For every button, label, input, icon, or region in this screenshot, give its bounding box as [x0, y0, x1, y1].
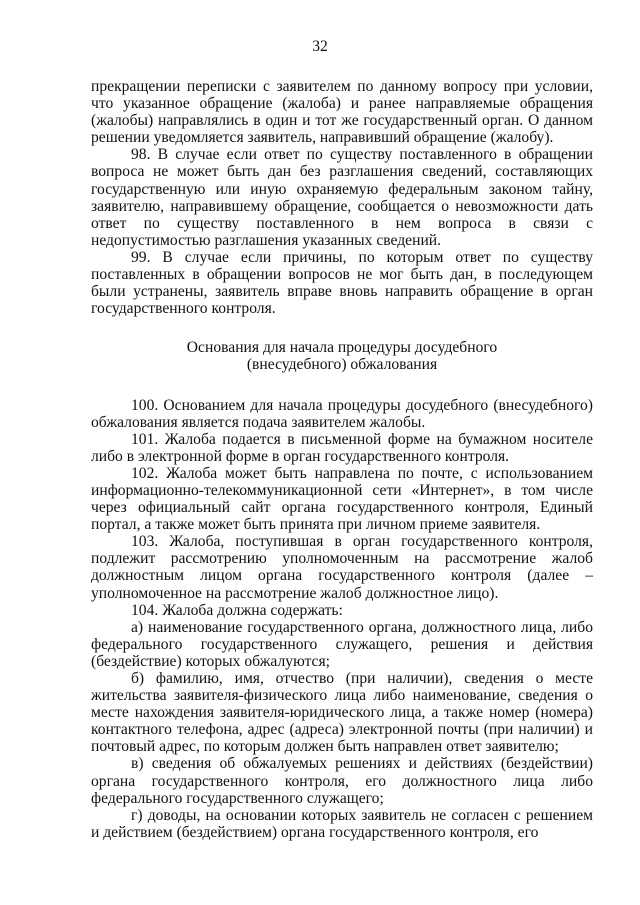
section-heading-line-1: Основания для начала процедуры досудебного	[186, 339, 498, 357]
paragraph-continuation: прекращении переписки с заявителем по данному вопросу при условии, что указанное обращение (жалоба) и ранее направляемые обращения (жалобы) направлялись в один и тот же государственный орган. О данном решении уведомляется заявитель, направивший обращение (жалобу).	[91, 78, 593, 147]
section-heading	[91, 339, 593, 373]
page-number: 32	[312, 38, 328, 55]
list-item-v: в) сведения об обжалуемых решениях и действиях (бездействии) органа государственного контроля, его должностного лица либо федерального государственного служащего;	[91, 755, 593, 807]
paragraph-101: 101. Жалоба подается в письменной форме на бумажном носителе либо в электронной форме в орган государственного контроля.	[91, 430, 593, 465]
list-item-a: а) наименование государственного органа, должностного лица, либо федерального государственного служащего, решения и действия (бездействие) которых обжалуются;	[91, 618, 593, 670]
paragraph-103: 103. Жалоба, поступившая в орган государственного контроля, подлежит рассмотрению уполномоченным на рассмотрение жалоб должностным лицом органа государственного контроля (далее – уполномоченное на рассмотрение жалоб должностное лицо).	[91, 533, 593, 602]
list-item-b: б) фамилию, имя, отчество (при наличии), сведения о месте жительства заявителя-физического лица либо наименование, сведения о месте нахождения заявителя-юридического лица, а также номер (номера) контактного телефона, адрес (адреса) электронной почты (при наличии) и почтовый адрес, по которым должен быть направлен ответ заявителю;	[91, 670, 593, 756]
paragraph-104: 104. Жалоба должна содержать:	[131, 601, 343, 619]
paragraph-102: 102. Жалоба может быть направлена по почте, с использованием информационно-телекоммуникационной сети «Интернет», в том числе через официальный сайт органа государственного контроля, Единый портал, а также может быть принята при личном приеме заявителя.	[91, 464, 593, 534]
document-body	[91, 78, 593, 841]
section-heading-line-2: (внесудебного) обжалования	[246, 356, 438, 374]
paragraph-100: 100. Основанием для начала процедуры досудебного (внесудебного) обжалования является подача заявителем жалобы.	[91, 396, 593, 431]
paragraph-99: 99. В случае если причины, по которым ответ по существу поставленных в обращении вопросов не мог быть дан, в последующем были устранены, заявитель вправе вновь направить обращение в орган государственного контроля.	[91, 248, 593, 318]
list-item-g: г) доводы, на основании которых заявитель не согласен с решением и действием (бездействием) органа государственного контроля, его	[91, 806, 593, 841]
paragraph-98: 98. В случае если ответ по существу поставленного в обращении вопроса не может быть дан без разглашения сведений, составляющих государственную или иную охраняемую федеральным законом тайну, заявителю, направившему обращение, сообщается о невозможности дать ответ по существу поставленного в нем вопроса в связи с недопустимостью разглашения указанных сведений.	[91, 146, 593, 249]
